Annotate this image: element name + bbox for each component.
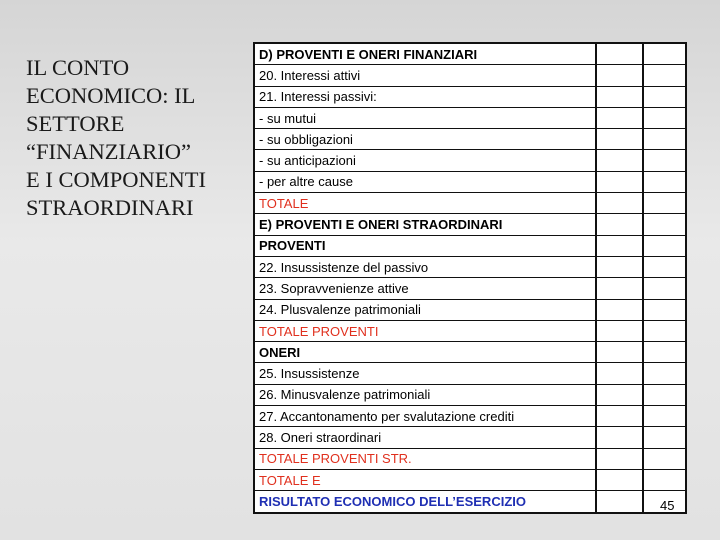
value-cell (596, 342, 643, 363)
title-line: IL CONTO (26, 55, 130, 80)
row-label: E) PROVENTI E ONERI STRAORDINARI (254, 214, 596, 235)
table-row (254, 107, 686, 128)
value-cell (643, 448, 686, 469)
table-row (254, 150, 686, 171)
value-cell (596, 256, 643, 277)
row-label: PROVENTI (254, 235, 596, 256)
value-cell (643, 256, 686, 277)
value-cell (643, 171, 686, 192)
table-row (254, 448, 686, 469)
value-cell (643, 469, 686, 490)
table-row (254, 406, 686, 427)
value-cell (643, 65, 686, 86)
table-row (254, 129, 686, 150)
table-row (254, 86, 686, 107)
row-label: D) PROVENTI E ONERI FINANZIARI (254, 43, 596, 65)
title-line: E I COMPONENTI (26, 167, 206, 192)
row-label: 25. Insussistenze (254, 363, 596, 384)
value-cell (596, 491, 643, 513)
value-cell (643, 278, 686, 299)
table-row (254, 491, 686, 513)
table-row (254, 256, 686, 277)
value-cell (596, 43, 643, 65)
row-label: 26. Minusvalenze patrimoniali (254, 384, 596, 405)
value-cell (643, 150, 686, 171)
row-label: RISULTATO ECONOMICO DELL’ESERCIZIO (254, 491, 596, 513)
row-label: - su obbligazioni (254, 129, 596, 150)
row-label: 23. Sopravvenienze attive (254, 278, 596, 299)
value-cell (596, 299, 643, 320)
value-cell (643, 43, 686, 65)
table-row (254, 342, 686, 363)
value-cell (596, 129, 643, 150)
row-label: TOTALE (254, 193, 596, 214)
title-line: ECONOMICO: IL (26, 83, 196, 108)
value-cell (596, 278, 643, 299)
row-label: 24. Plusvalenze patrimoniali (254, 299, 596, 320)
value-cell (643, 427, 686, 448)
title-line: “FINANZIARIO” (26, 139, 191, 164)
value-cell (596, 469, 643, 490)
value-cell (596, 150, 643, 171)
row-label: - su mutui (254, 107, 596, 128)
value-cell (643, 214, 686, 235)
table-row (254, 235, 686, 256)
value-cell (596, 65, 643, 86)
value-cell (643, 299, 686, 320)
row-label: 21. Interessi passivi: (254, 86, 596, 107)
page-number: 45 (660, 498, 675, 513)
value-cell (596, 193, 643, 214)
row-label: TOTALE PROVENTI STR. (254, 448, 596, 469)
row-label: ONERI (254, 342, 596, 363)
value-cell (643, 342, 686, 363)
value-cell (643, 193, 686, 214)
row-label: 28. Oneri straordinari (254, 427, 596, 448)
value-cell (596, 448, 643, 469)
table-row (254, 320, 686, 341)
table-row (254, 384, 686, 405)
value-cell (643, 129, 686, 150)
table-row (254, 299, 686, 320)
title-line: SETTORE (26, 111, 125, 136)
value-cell (596, 406, 643, 427)
value-cell (643, 235, 686, 256)
value-cell (596, 384, 643, 405)
row-label: - per altre cause (254, 171, 596, 192)
row-label: 22. Insussistenze del passivo (254, 256, 596, 277)
table-row (254, 427, 686, 448)
row-label: TOTALE PROVENTI (254, 320, 596, 341)
income-statement-body (254, 43, 686, 513)
title-line: STRAORDINARI (26, 195, 194, 220)
row-label: 20. Interessi attivi (254, 65, 596, 86)
table-row (254, 278, 686, 299)
value-cell (596, 214, 643, 235)
table-row (254, 65, 686, 86)
value-cell (643, 363, 686, 384)
table-row (254, 469, 686, 490)
slide-title (26, 54, 241, 222)
value-cell (596, 235, 643, 256)
value-cell (643, 406, 686, 427)
value-cell (596, 107, 643, 128)
value-cell (643, 384, 686, 405)
table-row (254, 43, 686, 65)
table-row (254, 363, 686, 384)
table-row (254, 214, 686, 235)
value-cell (596, 320, 643, 341)
value-cell (596, 363, 643, 384)
value-cell (596, 171, 643, 192)
value-cell (596, 86, 643, 107)
table-row (254, 193, 686, 214)
row-label: TOTALE E (254, 469, 596, 490)
value-cell (643, 86, 686, 107)
income-statement-table (253, 42, 687, 514)
row-label: 27. Accantonamento per svalutazione crediti (254, 406, 596, 427)
value-cell (643, 107, 686, 128)
value-cell (596, 427, 643, 448)
row-label: - su anticipazioni (254, 150, 596, 171)
value-cell (643, 320, 686, 341)
table-row (254, 171, 686, 192)
